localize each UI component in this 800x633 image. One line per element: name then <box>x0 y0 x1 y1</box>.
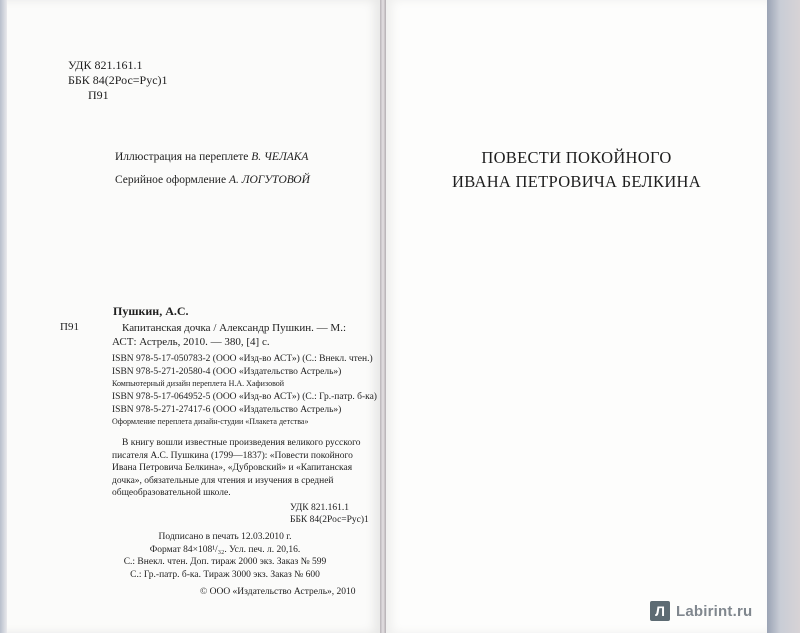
udk-code: УДК 821.161.1 <box>290 503 349 513</box>
imprint-line: С.: Гр.-патр. б-ка. Тираж 3000 экз. Заказ № 600 <box>130 569 320 580</box>
udk-code: УДК 821.161.1 <box>68 58 143 72</box>
designer-name: А. ЛОГУТОВОЙ <box>228 174 310 186</box>
design-prefix: Серийное оформление <box>115 174 229 186</box>
cover-designer-credit: Компьютерный дизайн переплета Н.А. Хафизовой <box>112 379 285 388</box>
cover-edge-right <box>767 0 800 633</box>
isbn-line: ISBN 978-5-17-064952-5 (ООО «Изд-во АСТ») (С.: Гр.-патр. б-ка) <box>112 392 377 402</box>
imprint-line: Формат 84×108¹/₃₂. Усл. печ. л. 20,16. <box>149 544 301 555</box>
labirint-logo-icon: Л <box>650 601 670 621</box>
watermark-text: Labirint.ru <box>676 602 753 620</box>
right-page <box>386 0 767 633</box>
illustrator-name: В. ЧЕЛАКА <box>251 151 309 163</box>
author-mark: П91 <box>88 88 109 102</box>
studio-credit: Оформление переплета дизайн-студии «Плакета детства» <box>112 417 309 426</box>
illustration-prefix: Иллюстрация на переплете <box>115 151 252 163</box>
watermark-logo <box>650 600 752 622</box>
annotation: В книгу вошли известные произведения великого русского писателя А.С. Пушкина (1799—1837): «Повести покойного Ивана Петровича Белкина», «Дубровский» и «Капитанская дочка», обязательные для чтения и изучения в средней общеобразовательной школе. <box>112 438 361 498</box>
udk-block <box>68 58 168 103</box>
isbn-line: ISBN 978-5-271-27417-6 (ООО «Издательство Астрель») <box>112 405 342 415</box>
page-title <box>386 146 767 194</box>
isbn-line: ISBN 978-5-17-050783-2 (ООО «Изд-во АСТ») (С.: Внекл. чтен.) <box>112 354 373 364</box>
imprint-line: С.: Внекл. чтен. Доп. тираж 2000 экз. Заказ № 599 <box>123 557 327 567</box>
series-design-credit <box>115 174 310 187</box>
title-line: ИВАНА ПЕТРОВИЧА БЕЛКИНА <box>452 172 701 191</box>
imprint-block <box>80 531 370 581</box>
copyright: © ООО «Издательство Астрель», 2010 <box>200 587 356 597</box>
catalog-author: Пушкин, А.С. <box>113 304 189 318</box>
isbn-line: ISBN 978-5-271-20580-4 (ООО «Издательство Астрель») <box>112 367 342 377</box>
catalog-title: Капитанская дочка / Александр Пушкин. — М.: АСТ: Астрель, 2010. — 380, [4] с. <box>112 322 347 348</box>
catalog-code: П91 <box>60 321 79 333</box>
illustration-credit <box>115 151 308 164</box>
imprint-line: Подписано в печать 12.03.2010 г. <box>158 532 292 542</box>
cover-edge-left <box>0 0 7 633</box>
udk-bottom-block <box>290 502 369 526</box>
bbk-code: ББК 84(2Рос=Рус)1 <box>290 515 369 525</box>
title-line: ПОВЕСТИ ПОКОЙНОГО <box>481 148 672 167</box>
bbk-code: ББК 84(2Рос=Рус)1 <box>68 73 168 87</box>
